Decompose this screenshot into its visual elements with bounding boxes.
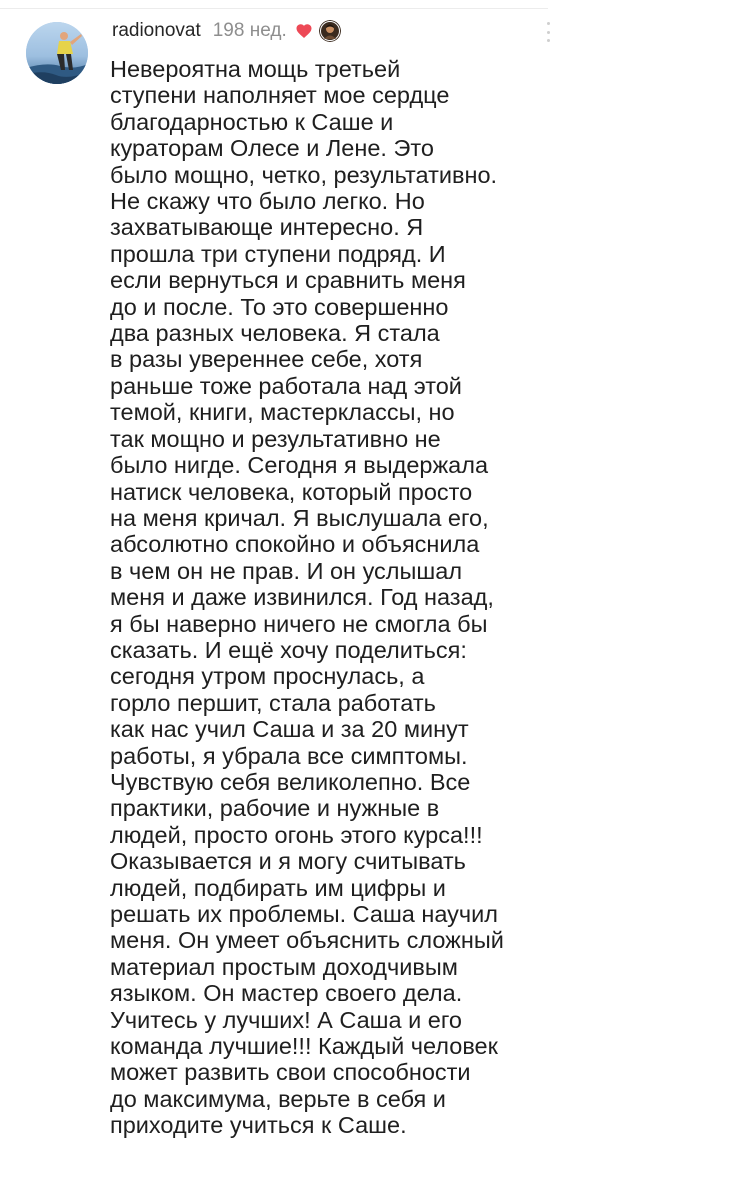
comment-line: в разы увереннее себе, хотя bbox=[110, 346, 423, 373]
comment-line: Не скажу что было легко. Но bbox=[110, 188, 425, 215]
comment-line: в чем он не прав. И он услышал bbox=[110, 557, 463, 584]
comment-line: до и после. То это совершенно bbox=[110, 293, 449, 320]
comment-line: ступени наполняет мое сердце bbox=[110, 82, 450, 109]
heart-icon[interactable] bbox=[295, 22, 313, 40]
comment-line: я бы наверно ничего не смогла бы bbox=[110, 610, 488, 637]
comment-line: практики, рабочие и нужные в bbox=[110, 795, 440, 822]
comment-line: абсолютно спокойно и объяснила bbox=[110, 531, 480, 558]
comment-line: работы, я убрала все симптомы. bbox=[110, 742, 468, 769]
comment-line: темой, книги, мастерклассы, но bbox=[110, 399, 455, 426]
comment-line: материал простым доходчивым bbox=[110, 953, 458, 980]
comment-line: раньше тоже работала над этой bbox=[110, 372, 462, 399]
comment-line: сегодня утром проснулась, а bbox=[110, 663, 425, 690]
top-divider bbox=[0, 8, 548, 9]
comment-line: благодарностью к Саше и bbox=[110, 108, 394, 135]
comment-line: сказать. И ещё хочу поделиться: bbox=[110, 636, 467, 663]
comment-line: так мощно и результативно не bbox=[110, 425, 441, 452]
comment-line: натиск человека, который просто bbox=[110, 478, 473, 505]
comment-line: решать их проблемы. Саша научил bbox=[110, 901, 499, 927]
comment-line: горло першит, стала работать bbox=[110, 689, 436, 716]
author-avatar-icon bbox=[319, 20, 341, 42]
user-avatar[interactable] bbox=[26, 22, 88, 84]
comment-line: языком. Он мастер своего дела. bbox=[110, 980, 463, 1007]
comment-header bbox=[112, 18, 341, 44]
comment-text bbox=[110, 56, 730, 1139]
comment-line: захватывающе интересно. Я bbox=[110, 214, 424, 241]
comment-line: Оказывается и я могу считывать bbox=[110, 848, 466, 875]
comment-timestamp[interactable]: 198 нед. bbox=[212, 20, 287, 41]
comment-line: меня. Он умеет объяснить сложный bbox=[110, 927, 504, 954]
comment-line: прошла три ступени подряд. И bbox=[110, 240, 446, 267]
comment-line: людей, подбирать им цифры и bbox=[110, 874, 446, 901]
comment-line: как нас учил Саша и за 20 минут bbox=[110, 716, 469, 743]
username-link[interactable]: radionovat bbox=[112, 20, 201, 41]
comment-line: было нигде. Сегодня я выдержала bbox=[110, 452, 489, 479]
comment-line: было мощно, четко, результативно. bbox=[110, 161, 498, 188]
comment-line: если вернуться и сравнить меня bbox=[110, 267, 466, 294]
comment-line: Чувствую себя великолепно. Все bbox=[110, 768, 471, 795]
comment-line: может развить свои способности bbox=[110, 1059, 471, 1086]
comment-line: меня и даже извинился. Год назад, bbox=[110, 584, 494, 611]
comment-line: людей, просто огонь этого курса!!! bbox=[110, 821, 483, 848]
comment-line: кураторам Олесе и Лене. Это bbox=[110, 135, 434, 162]
comment-line: два разных человека. Я стала bbox=[110, 320, 440, 347]
comment-line: Невероятна мощь третьей bbox=[110, 56, 401, 82]
comment-line: команда лучшие!!! Каждый человек bbox=[110, 1033, 498, 1060]
more-options-icon[interactable] bbox=[543, 22, 553, 42]
comment-line: на меня кричал. Я выслушала его, bbox=[110, 504, 489, 531]
comment-line: Учитесь у лучших! А Саша и его bbox=[110, 1006, 462, 1033]
comment-line: до максимума, верьте в себя и bbox=[110, 1085, 446, 1112]
comment-line: приходите учиться к Саше. bbox=[110, 1112, 407, 1139]
